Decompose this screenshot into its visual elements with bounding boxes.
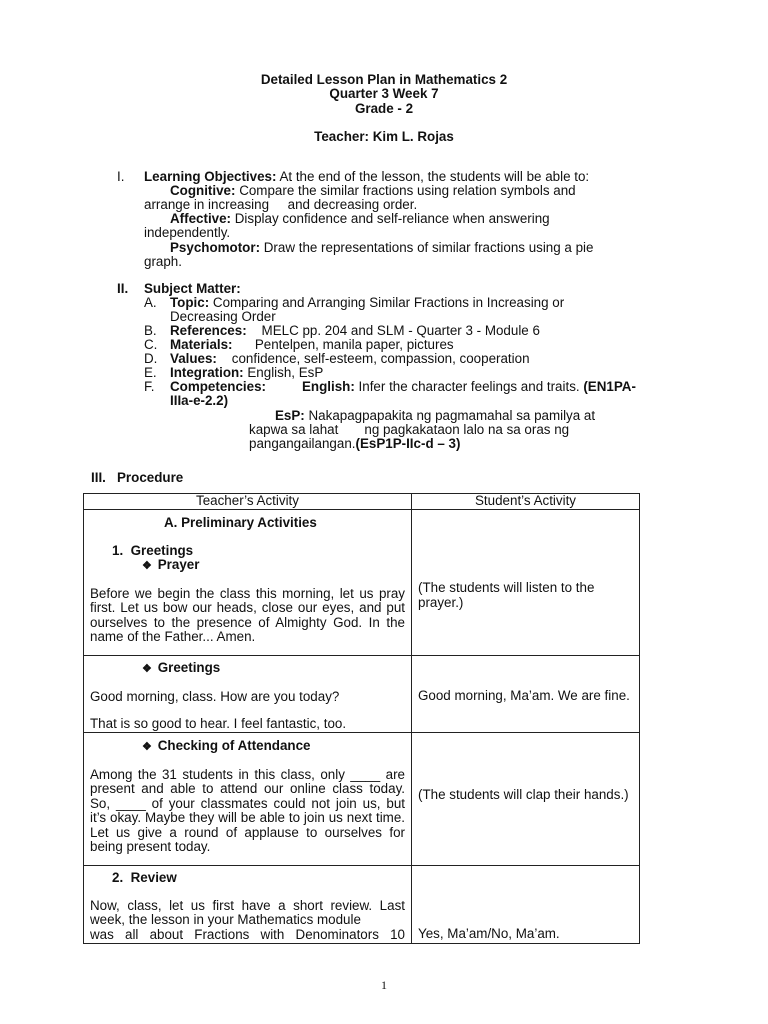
table-row-greetings (84, 656, 640, 733)
procedure-numeral: III. (91, 470, 106, 485)
teacher-cell-review (84, 866, 412, 944)
teacher-activity-header: Teacher’s Activity (84, 494, 412, 510)
table-row-prayer (84, 510, 640, 656)
subject-letter-d: D. (144, 351, 158, 366)
prayer-heading (142, 558, 405, 574)
page-number: 1 (381, 978, 387, 992)
references-text: MELC pp. 204 and SLM - Quarter 3 - Module 6 (246, 323, 540, 338)
esp-text-last: pangangailangan. (249, 436, 356, 451)
psychomotor-line (170, 241, 593, 256)
affective-text-cont: independently. (144, 225, 231, 240)
student-cell-prayer (412, 510, 640, 656)
english-text: Infer the character feelings and traits. (354, 379, 584, 394)
esp-text-end (249, 437, 460, 452)
teacher-cell-greetings (84, 656, 412, 733)
psychomotor-label: Psychomotor: (170, 240, 261, 255)
materials-text: Pentelpen, manila paper, pictures (232, 337, 454, 352)
affective-text: Display confidence and self-reliance when answering (231, 211, 550, 226)
greetings-heading (112, 544, 405, 559)
review-text-1: Now, class, let us first have a short review. Last week, the lesson in your Mathematics module (90, 897, 405, 927)
references-label: References: (170, 323, 247, 338)
cognitive-text: Compare the similar fractions using relation symbols and (235, 183, 576, 198)
attendance-heading (142, 739, 405, 755)
integration-label: Integration: (170, 365, 244, 380)
subject-numeral: II. (117, 281, 129, 296)
quarter-line: Quarter 3 Week 7 (329, 86, 439, 101)
english-code-cont: IIIa-e-2.2) (170, 393, 229, 408)
topic-text: Comparing and Arranging Similar Fractions in Increasing or (209, 295, 565, 310)
procedure-heading: Procedure (117, 470, 184, 485)
competencies-label: Competencies: (170, 379, 266, 394)
subject-heading: Subject Matter: (144, 281, 241, 296)
teacher-cell-attendance (84, 733, 412, 866)
objectives-intro: At the end of the lesson, the students will be able to: (276, 169, 590, 184)
student-activity-header: Student’s Activity (412, 494, 640, 510)
esp-label: EsP: (275, 408, 305, 423)
values-text: confidence, self-esteem, compassion, cooperation (216, 351, 530, 366)
procedure-table (83, 493, 640, 944)
teacher-cell-prayer (84, 510, 412, 656)
greetings-title: Greetings (130, 542, 194, 558)
procedure-table-header (84, 494, 640, 510)
english-label: English: (302, 379, 355, 394)
greet-heading (142, 661, 405, 677)
objectives-heading: Learning Objectives: (144, 169, 277, 184)
document-title: Detailed Lesson Plan in Mathematics 2 (260, 72, 508, 87)
prayer-title: Prayer (157, 557, 200, 572)
psychomotor-text: Draw the representations of similar fractions using a pie (260, 240, 594, 255)
diamond-bullet-icon: ❖ (142, 560, 152, 572)
subject-letter-a: A. (144, 295, 157, 310)
review-response: Yes, Ma’am/No, Ma’am. (418, 926, 560, 941)
objectives-numeral: I. (117, 169, 125, 184)
subject-letter-c: C. (144, 337, 158, 352)
student-cell-attendance (412, 733, 640, 866)
diamond-bullet-icon: ❖ (142, 741, 152, 753)
topic-label: Topic: (170, 295, 210, 310)
greetings-number: 1. (112, 542, 124, 558)
greet-title: Greetings (157, 660, 221, 675)
teacher-line: Teacher: Kim L. Rojas (314, 129, 454, 144)
review-text-2: was all about Fractions with Denominators 10 (90, 926, 405, 942)
prayer-text: Before we begin the class this morning, let us pray first. Let us bow our heads, close our eyes, and put ourselves to the presence of Almighty God. In the name of the Father... Amen. (90, 585, 405, 644)
esp-code: (EsP1P-IIc-d – 3) (355, 436, 461, 451)
esp-text-cont: kapwa sa lahat ng pagkakataon lalo na sa oras ng (249, 422, 570, 437)
attendance-text: Among the 31 students in this class, only ____ are present and able to attend our online class today. So, ____ of your classmates could not join us, but it’s okay. Maybe they will be able to join us next time. Let us give a round of applause to ourselves for being present today. (90, 766, 405, 854)
topic-cont: Decreasing Order (170, 309, 276, 324)
cognitive-label: Cognitive: (170, 183, 236, 198)
materials-label: Materials: (170, 337, 233, 352)
attendance-response: (The students will clap their hands.) (418, 787, 629, 802)
review-heading (112, 871, 405, 886)
review-number: 2. (112, 870, 124, 885)
subject-letter-f: F. (144, 379, 155, 394)
diamond-bullet-icon: ❖ (142, 663, 152, 675)
greet-text-2: That is so good to hear. I feel fantastic, too. (90, 716, 347, 731)
greet-text-1: Good morning, class. How are you today? (90, 688, 340, 704)
english-code: (EN1PA- (583, 379, 636, 394)
table-row-review (84, 866, 640, 944)
psychomotor-text-cont: graph. (144, 254, 182, 269)
subject-letter-e: E. (144, 365, 157, 380)
greet-response: Good morning, Ma’am. We are fine. (418, 688, 630, 703)
esp-text: Nakapagpapakita ng pagmamahal sa pamilya at (304, 408, 596, 423)
affective-label: Affective: (170, 211, 232, 226)
preliminary-heading: A. Preliminary Activities (164, 515, 317, 530)
grade-line: Grade - 2 (354, 101, 414, 116)
table-row-attendance (84, 733, 640, 866)
values-label: Values: (170, 351, 217, 366)
integration-text: English, EsP (243, 365, 324, 380)
student-cell-review (412, 866, 640, 944)
english-line (302, 380, 636, 395)
prayer-response: (The students will listen to the prayer.) (418, 580, 595, 610)
subject-letter-b: B. (144, 323, 157, 338)
student-cell-greetings (412, 656, 640, 733)
cognitive-text-cont: arrange in increasing and decreasing order. (144, 197, 418, 212)
attendance-title: Checking of Attendance (157, 738, 311, 753)
review-title: Review (130, 870, 177, 885)
